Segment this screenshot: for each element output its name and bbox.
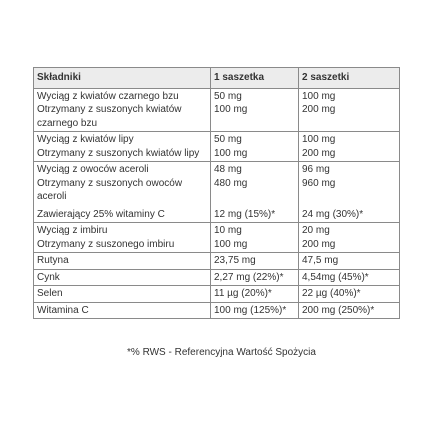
ingredient-cell: Cynk [34,269,211,286]
ingredient-cell [34,223,211,253]
value: 480 mg [214,177,248,189]
ingredient-name: Wyciąg z kwiatów czarnego bzu [37,90,179,102]
two-sachets-cell: 200 mg (250%)* [299,302,400,319]
table-row [34,269,400,286]
two-sachets-cell [299,162,400,223]
value: 50 mg [214,134,242,145]
ingredient-source: Otrzymany z suszonych kwiatów lipy [37,147,200,159]
ingredient-source: Otrzymany z suszonego imbiru [37,238,175,250]
value: 48 mg [214,164,242,175]
value: 200 mg [302,238,336,250]
table-row [34,286,400,303]
table-row [34,223,400,253]
value: 50 mg [214,90,242,102]
two-sachets-cell: 22 µg (40%)* [299,286,400,303]
ingredient-cell [34,162,211,223]
ingredient-name: Wyciąg z imbiru [37,225,108,236]
value: 20 mg [302,225,330,236]
one-sachet-cell: 11 µg (20%)* [211,286,299,303]
value: 100 mg [214,147,248,159]
one-sachet-cell: 23,75 mg [211,253,299,270]
ingredient-cell [34,132,211,162]
ingredient-cell: Selen [34,286,211,303]
one-sachet-cell: 2,27 mg (22%)* [211,269,299,286]
table-row [34,162,400,223]
table-row [34,302,400,319]
table-row [34,132,400,162]
value: 200 mg [302,147,336,159]
one-sachet-cell [211,132,299,162]
two-sachets-cell [299,223,400,253]
value: 12 mg (15%)* [214,208,276,220]
value: 100 mg [214,104,248,115]
value: 100 mg [302,90,336,102]
header-two-sachets: 2 saszetki [299,68,400,89]
ingredient-source: Otrzymany z suszonych kwiatów czarnego bzu [37,104,182,129]
two-sachets-cell [299,132,400,162]
value: 24 mg (30%)* [302,208,364,220]
value: 100 mg [302,134,336,145]
two-sachets-cell: 4,54mg (45%)* [299,269,400,286]
two-sachets-cell [299,88,400,132]
ingredient-cell: Witamina C [34,302,211,319]
value: 960 mg [302,177,336,189]
ingredient-name: Wyciąg z kwiatów lipy [37,134,134,145]
value: 96 mg [302,164,330,175]
footnote: *% RWS - Referencyjna Wartość Spożycia [127,347,316,358]
one-sachet-cell [211,162,299,223]
header-one-sachet: 1 saszetka [211,68,299,89]
table-row [34,253,400,270]
two-sachets-cell: 47,5 mg [299,253,400,270]
table-row [34,88,400,132]
one-sachet-cell [211,88,299,132]
header-ingredients: Składniki [34,68,211,89]
value: 10 mg [214,225,242,236]
ingredient-name: Wyciąg z owoców aceroli [37,164,149,175]
header-row [34,68,400,89]
ingredient-vitamin-content: Zawierający 25% witaminy C [37,208,165,220]
one-sachet-cell: 100 mg (125%)* [211,302,299,319]
value: 200 mg [302,104,336,115]
ingredient-cell [34,88,211,132]
value: 100 mg [214,238,248,250]
ingredient-source: Otrzymany z suszonych owoców aceroli [37,177,183,202]
one-sachet-cell [211,223,299,253]
ingredient-cell: Rutyna [34,253,211,270]
ingredients-table [33,67,400,319]
